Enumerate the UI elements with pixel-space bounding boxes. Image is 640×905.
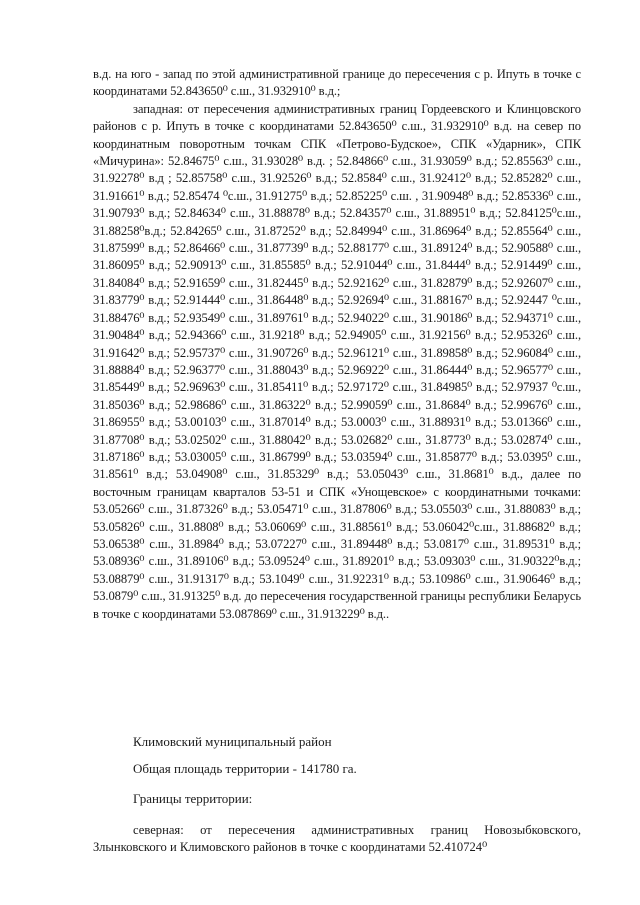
paragraph-south-continued: в.д. на юго - запад по этой административной границе до пересечения с р. Ипуть в точке с координатами 52.843650⁰ с.ш., 31.932910⁰ в.д.;	[93, 67, 581, 99]
paragraph-west-boundary: западная: от пересечения административных границ Гордеевского и Клинцовского районов с р. Ипуть в точке с координатами 52.843650⁰ с.ш., 31.932910⁰ в.д. на север по координатным поворотным точкам СПК «Петрово-Будское», СПК «Ударник», СПК «Мичурина»: 52.84675⁰ с.ш., 31.93028⁰ в.д. ; 52.84866⁰ с.ш., 31.93059⁰ в.д.; 52.85563⁰ с.ш., 31.92278⁰ в.д ; 52.85758⁰ с.ш., 31.92526⁰ в.д.; 52.8584⁰ с.ш., 31.92412⁰ в.д.; 52.85282⁰ с.ш., 31.91661⁰ в.д.; 52.85474 ⁰с.ш., 31.91275⁰ в.д.; 52.85225⁰ с.ш. , 31.90948⁰ в.д.; 52.85336⁰ с.ш., 31.90793⁰ в.д.; 52.84634⁰ с.ш., 31.88878⁰ в.д.; 52.84357⁰ с.ш., 31.88951⁰ в.д.; 52.84125⁰с.ш., 31.88258⁰в.д.; 52.84265⁰ с.ш., 31.87252⁰ в.д.; 52.84994⁰ с.ш., 31.86964⁰ в.д.; 52.85564⁰ с.ш., 31.87599⁰ в.д.; 52.86466⁰ с.ш., 31.87739⁰ в.д.; 52.88177⁰ с.ш., 31.89124⁰ в.д.; 52.90588⁰ с.ш., 31.86095⁰ в.д.; 52.90913⁰ с.ш., 31.85585⁰ в.д.; 52.91044⁰ с.ш., 31.8444⁰ в.д.; 52.91449⁰ с.ш., 31.84084⁰ в.д.; 52.91659⁰ с.ш., 31.82445⁰ в.д.; 52.92162⁰ с.ш., 31.82879⁰ в.д.; 52.92607⁰ с.ш., 31.83779⁰ в.д.; 52.91444⁰ с.ш., 31.86448⁰ в.д.; 52.92694⁰ с.ш., 31.88167⁰ в.д.; 52.92447 ⁰с.ш., 31.88476⁰ в.д.; 52.93549⁰ с.ш., 31.89761⁰ в.д.; 52.94022⁰ с.ш., 31.90186⁰ в.д.; 52.94371⁰ с.ш., 31.90484⁰ в.д.; 52.94366⁰ с.ш., 31.9218⁰ в.д.; 52.94905⁰ с.ш., 31.92156⁰ в.д.; 52.95326⁰ с.ш., 31.91642⁰ в.д.; 52.95737⁰ с.ш., 31.90726⁰ в.д.; 52.96121⁰ с.ш., 31.89858⁰ в.д.; 52.96084⁰ с.ш., 31.88884⁰ в.д.; 52.96377⁰ с.ш., 31.88043⁰ в.д.; 52.96922⁰ с.ш., 31.86444⁰ в.д.; 52.96577⁰ с.ш., 31.85449⁰ в.д.; 52.96963⁰ с.ш., 31.85411⁰ в.д.; 52.97172⁰ с.ш., 31.84985⁰ в.д.; 52.97937 ⁰с.ш., 31.85036⁰ в.д.; 52.98686⁰ с.ш., 31.86322⁰ в.д.; 52.99059⁰ с.ш., 31.8684⁰ в.д.; 52.99676⁰ с.ш., 31.86955⁰ в.д.; 53.00103⁰ с.ш., 31.87014⁰ в.д.; 53.0003⁰ с.ш., 31.88931⁰ в.д.; 53.01366⁰ с.ш., 31.87708⁰ в.д.; 53.02502⁰ с.ш., 31.88042⁰ в.д.; 53.02682⁰ с.ш., 31.8773⁰ в.д.; 53.02874⁰ с.ш., 31.87186⁰ в.д.; 53.03005⁰ с.ш., 31.86799⁰ в.д.; 53.03594⁰ с.ш., 31.85877⁰ в.д.; 53.0395⁰ с.ш., 31.8561⁰ в.д.; 53.04908⁰ с.ш., 31.85329⁰ в.д.; 53.05043⁰ с.ш., 31.8681⁰ в.д., далее по восточным границам кварталов 53-51 и СПК «Унощевское» с координатными точками: 53.05266⁰ с.ш., 31.87326⁰ в.д.; 53.05471⁰ с.ш., 31.87806⁰ в.д.; 53.05503⁰ с.ш., 31.88083⁰ в.д.; 53.05826⁰ с.ш., 31.8808⁰ в.д.; 53.06069⁰ с.ш., 31.88561⁰ в.д.; 53.06042⁰с.ш., 31.88682⁰ в.д.; 53.06538⁰ с.ш., 31.8984⁰ в.д.; 53.07227⁰ с.ш., 31.89448⁰ в.д.; 53.0817⁰ с.ш., 31.89531⁰ в.д.; 53.08936⁰ с.ш., 31.89106⁰ в.д.; 53.09524⁰ с.ш., 31.89201⁰ в.д.; 53.09303⁰ с.ш., 31.90322⁰в.д.; 53.08879⁰ с.ш., 31.91317⁰ в.д.; 53.1049⁰ с.ш., 31.92231⁰ в.д.; 53.10986⁰ с.ш., 31.90646⁰ в.д.; 53.0879⁰ с.ш., 31.91325⁰ в.д. до пересечения государственной границы республики Беларусь в точке с координатами 53.087869⁰ с.ш., 31.913229⁰ в.д..	[93, 101, 581, 621]
boundary-description	[93, 66, 581, 623]
paragraph-north-boundary: северная: от пересечения административных границ Новозыбковского, Злынковского и Климовского районов в точке с координатами 52.410724⁰	[93, 823, 581, 855]
area-line: Общая площадь территории - 141780 га.	[133, 761, 357, 776]
district-title: Климовский муниципальный район	[133, 734, 332, 749]
north-boundary	[93, 822, 581, 857]
borders-title: Границы территории:	[133, 791, 253, 806]
